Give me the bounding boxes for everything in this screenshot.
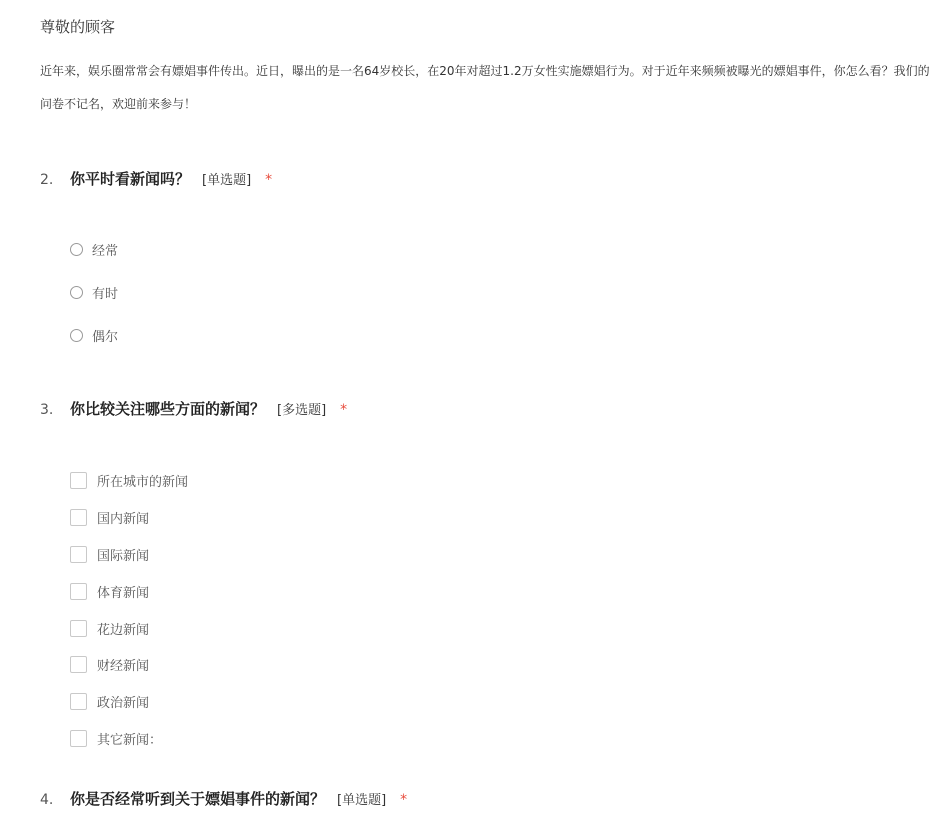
question-header: [40, 168, 900, 189]
question-type: [多选题]: [277, 403, 327, 418]
checkbox-option-other-news[interactable]: [70, 729, 162, 748]
checkbox-option-finance-news[interactable]: [70, 655, 149, 674]
checkbox-option-international-news[interactable]: [70, 545, 149, 564]
required-marker: *: [400, 792, 408, 808]
question-header: [40, 788, 900, 809]
required-marker: *: [265, 172, 273, 188]
question-3: [40, 398, 900, 758]
question-4: [40, 788, 900, 818]
checkbox-icon[interactable]: [70, 693, 87, 710]
option-label: 体育新闻: [97, 586, 150, 601]
checkbox-icon[interactable]: [70, 472, 87, 489]
checkbox-icon[interactable]: [70, 656, 87, 673]
radio-option-often[interactable]: [70, 240, 118, 259]
option-label: 经常: [92, 244, 119, 259]
checkbox-option-city-news[interactable]: [70, 471, 188, 490]
checkbox-icon[interactable]: [70, 509, 87, 526]
question-type: [单选题]: [202, 173, 252, 188]
question-title: 你比较关注哪些方面的新闻？: [70, 400, 266, 418]
checkbox-option-sports-news[interactable]: [70, 582, 149, 601]
question-number: 3.: [40, 402, 54, 418]
question-type: [单选题]: [337, 793, 387, 808]
option-label: 政治新闻: [97, 696, 150, 711]
option-label: 偶尔: [92, 330, 119, 345]
required-marker: *: [340, 402, 348, 418]
checkbox-option-gossip-news[interactable]: [70, 619, 149, 638]
radio-button-icon[interactable]: [70, 286, 83, 299]
option-label: 国际新闻: [97, 549, 150, 564]
radio-button-icon[interactable]: [70, 243, 83, 256]
checkbox-icon[interactable]: [70, 583, 87, 600]
option-label: 国内新闻: [97, 512, 150, 527]
option-label: 其它新闻：: [97, 733, 163, 748]
option-label: 花边新闻: [97, 623, 150, 638]
survey-greeting: 尊敬的顾客: [40, 18, 116, 36]
question-header: [40, 398, 900, 419]
radio-option-sometimes[interactable]: [70, 283, 118, 302]
checkbox-option-domestic-news[interactable]: [70, 508, 149, 527]
question-title: 你是否经常听到关于嫖娼事件的新闻？: [70, 790, 326, 808]
option-label: 所在城市的新闻: [97, 475, 189, 490]
checkbox-icon[interactable]: [70, 620, 87, 637]
checkbox-option-politics-news[interactable]: [70, 692, 149, 711]
question-number: 4.: [40, 792, 54, 808]
question-number: 2.: [40, 172, 54, 188]
question-2: [40, 168, 900, 358]
survey-intro: 近年来，娱乐圈常常会有嫖娼事件传出。近日，曝出的是一名64岁校长，在20年对超过1.2万女性实施嫖娼行为。对于近年来频频被曝光的嫖娼事件，你怎么看？我们的问卷不记名，欢迎前来参与！: [40, 64, 930, 111]
option-label: 有时: [92, 287, 119, 302]
question-title: 你平时看新闻吗？: [70, 170, 191, 188]
checkbox-icon[interactable]: [70, 730, 87, 747]
checkbox-icon[interactable]: [70, 546, 87, 563]
radio-button-icon[interactable]: [70, 329, 83, 342]
option-label: 财经新闻: [97, 659, 150, 674]
radio-option-occasionally[interactable]: [70, 326, 118, 345]
